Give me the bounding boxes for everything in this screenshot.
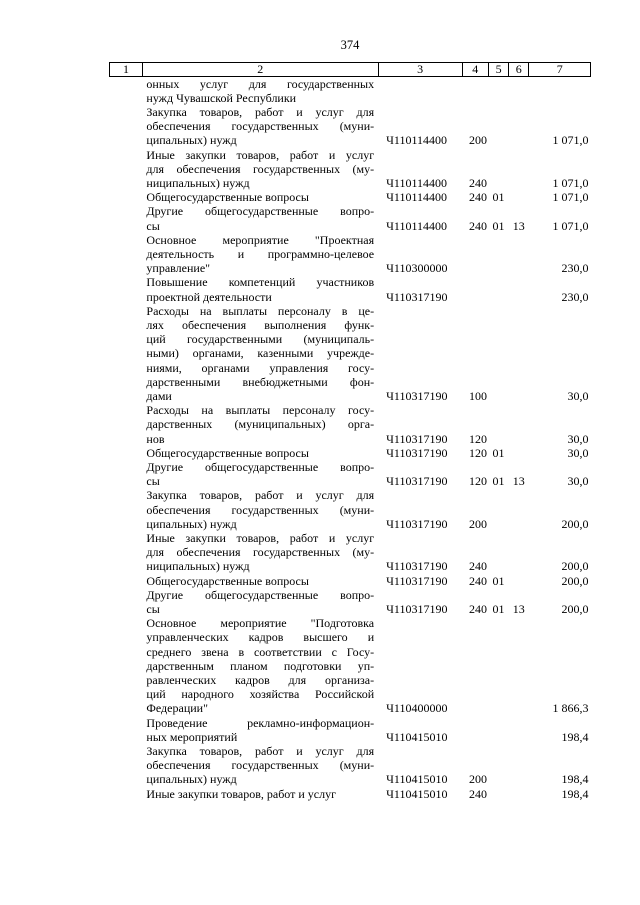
row-name-line: Закупка товаров, работ и услуг для (146, 104, 375, 119)
row-name-line: Иные закупки товаров, работ и услуг (146, 786, 337, 801)
row-section (489, 744, 509, 787)
row-section: 01 (492, 602, 505, 617)
row-amount: 230,0 (561, 289, 589, 304)
row-subsection: 13 (512, 474, 525, 489)
table-row (110, 616, 591, 715)
row-name-line: Федерации" (146, 701, 208, 716)
row-section (489, 275, 509, 303)
row-subsection (509, 531, 529, 574)
row-amount: 200,0 (561, 573, 589, 588)
row-name-line: ципальных) нужд (146, 772, 237, 787)
row-name (142, 275, 378, 303)
row-code: Ч110415010 (386, 786, 448, 801)
row-section: 01 (492, 573, 505, 588)
row-expense-type: 240 (469, 559, 487, 574)
row-expense-type (462, 275, 489, 303)
row-subsection (509, 148, 529, 191)
row-col-1 (110, 275, 143, 303)
row-section (489, 304, 509, 403)
row-amount: 200,0 (561, 602, 589, 617)
row-subsection (509, 488, 529, 531)
row-code: Ч110317190 (386, 474, 448, 489)
row-col-1 (110, 204, 143, 232)
row-name-line: обеспечения государственных (муни- (146, 758, 375, 773)
row-code: Ч110317190 (386, 602, 448, 617)
table-row (110, 105, 591, 148)
row-name-line: дарственным планом подготовки уп- (146, 658, 375, 673)
row-subsection (509, 304, 529, 403)
row-col-1 (110, 76, 143, 105)
row-name-line: Закупка товаров, работ и услуг для (146, 744, 375, 759)
row-section: 01 (492, 445, 505, 460)
row-name-line: нужд Чувашской Республики (146, 90, 297, 105)
row-expense-type: 240 (469, 218, 487, 233)
header-col-1: 1 (110, 63, 143, 77)
row-subsection (509, 574, 529, 588)
row-name-line: обеспечения государственных (муни- (146, 502, 375, 517)
table-row (110, 488, 591, 531)
row-name (142, 460, 378, 488)
row-subsection (509, 233, 529, 276)
row-expense-type: 240 (469, 175, 487, 190)
row-subsection (509, 716, 529, 744)
table-row (110, 744, 591, 787)
row-col-1 (110, 304, 143, 403)
row-code: Ч110317190 (386, 516, 448, 531)
row-name-line: Повышение компетенций участников (146, 275, 375, 290)
row-section (489, 616, 509, 715)
row-expense-type: 240 (469, 602, 487, 617)
row-subsection (509, 446, 529, 460)
row-name-line: среднего звена в соответствии с Госу- (146, 644, 375, 659)
table-row (110, 304, 591, 403)
row-code: Ч110317190 (386, 559, 448, 574)
row-name-line: онных услуг для государственных (146, 76, 375, 91)
row-amount: 30,0 (567, 388, 589, 403)
row-subsection (509, 616, 529, 715)
row-name-line: дами (146, 388, 172, 403)
row-name (142, 233, 378, 276)
header-col-7: 7 (529, 63, 591, 77)
table-row (110, 76, 591, 105)
row-name-line: ниципальных) нужд (146, 559, 250, 574)
row-name-line: обеспечения государственных (муни- (146, 119, 375, 134)
table-row (110, 233, 591, 276)
row-expense-type: 120 (469, 431, 487, 446)
row-expense-type: 240 (469, 786, 487, 801)
row-name (142, 744, 378, 787)
header-col-3: 3 (378, 63, 462, 77)
row-name-line: Закупка товаров, работ и услуг для (146, 488, 375, 503)
row-name-line: ципальных) нужд (146, 516, 237, 531)
row-name-line: нов (146, 431, 165, 446)
row-col-1 (110, 460, 143, 488)
row-name-line: Проведение рекламно-информацион- (146, 715, 375, 730)
row-name (142, 304, 378, 403)
table-row (110, 204, 591, 232)
row-name-line: Иные закупки товаров, работ и услуг (146, 531, 375, 545)
row-name (142, 76, 378, 105)
row-name (142, 204, 378, 232)
row-col-1 (110, 531, 143, 574)
row-amount: 1 071,0 (552, 218, 589, 233)
row-name-line: ниями, органами управления госу- (146, 360, 375, 375)
row-col-1 (110, 744, 143, 787)
row-subsection (509, 787, 529, 801)
row-col-1 (110, 488, 143, 531)
row-name (142, 105, 378, 148)
header-row (110, 63, 591, 77)
row-name-line: ципальных) нужд (146, 133, 237, 148)
table-row (110, 190, 591, 204)
row-code: Ч110317190 (386, 445, 448, 460)
row-name-line: Общегосударственные вопросы (146, 190, 309, 205)
row-expense-type (462, 76, 489, 105)
row-col-1 (110, 588, 143, 616)
row-section (489, 105, 509, 148)
row-expense-type: 120 (469, 474, 487, 489)
row-col-1 (110, 105, 143, 148)
table-row (110, 588, 591, 616)
row-name-line: дарственными внебюджетными фон- (146, 374, 375, 389)
row-name (142, 531, 378, 574)
row-expense-type: 200 (469, 133, 487, 148)
budget-table (109, 62, 591, 801)
row-amount: 30,0 (567, 445, 589, 460)
row-name-line: для обеспечения государственных (му- (146, 161, 375, 176)
row-expense-type: 240 (469, 573, 487, 588)
table-body (110, 76, 591, 801)
row-section (489, 488, 509, 531)
row-name-line: ниципальных) нужд (146, 175, 250, 190)
table-row (110, 787, 591, 801)
row-section (489, 787, 509, 801)
row-col-1 (110, 787, 143, 801)
row-section (489, 76, 509, 105)
row-section: 01 (492, 218, 505, 233)
row-code: Ч110317190 (386, 431, 448, 446)
row-name (142, 787, 378, 801)
row-section (489, 233, 509, 276)
row-section (489, 716, 509, 744)
row-amount: 198,4 (561, 786, 589, 801)
row-amount: 1 071,0 (552, 175, 589, 190)
row-name-line: сы (146, 602, 160, 617)
row-code: Ч110114400 (386, 175, 448, 190)
table-row (110, 275, 591, 303)
row-code: Ч110317190 (386, 573, 448, 588)
row-amount: 200,0 (561, 559, 589, 574)
row-amount: 230,0 (561, 261, 589, 276)
row-expense-type: 200 (469, 516, 487, 531)
row-code (378, 76, 462, 105)
row-name-line: сы (146, 474, 160, 489)
row-amount: 200,0 (561, 516, 589, 531)
row-expense-type: 120 (469, 445, 487, 460)
row-name-line: ных мероприятий (146, 729, 238, 744)
row-col-1 (110, 716, 143, 744)
row-subsection (509, 190, 529, 204)
row-subsection (509, 105, 529, 148)
row-code: Ч110317190 (386, 388, 448, 403)
row-name-line: управленческих кадров высшего и (146, 630, 375, 645)
row-subsection (509, 275, 529, 303)
row-name-line: дарственных (муниципальных) орга- (146, 417, 375, 432)
row-code: Ч110114400 (386, 133, 448, 148)
row-name-line: проектной деятельности (146, 289, 272, 304)
row-name (142, 588, 378, 616)
row-col-1 (110, 190, 143, 204)
page-number: 374 (340, 38, 360, 52)
row-expense-type: 240 (469, 190, 487, 205)
row-code: Ч110415010 (386, 772, 448, 787)
row-expense-type (462, 616, 489, 715)
row-name-line: Расходы на выплаты персоналу госу- (146, 403, 375, 418)
table-row (110, 716, 591, 744)
header-col-5: 5 (489, 63, 509, 77)
table-row (110, 574, 591, 588)
row-amount: 1 071,0 (552, 190, 589, 205)
row-section: 01 (492, 190, 505, 205)
table-row (110, 148, 591, 191)
row-code: Ч110317190 (386, 289, 448, 304)
row-name-line: Иные закупки товаров, работ и услуг (146, 147, 375, 162)
row-code: Ч110114400 (386, 190, 448, 205)
row-name-line: Другие общегосударственные вопро- (146, 459, 375, 474)
row-name (142, 716, 378, 744)
header-col-4: 4 (462, 63, 489, 77)
row-name-line: ными) органами, казенными учрежде- (146, 346, 375, 361)
row-col-1 (110, 233, 143, 276)
row-code: Ч110300000 (386, 261, 448, 276)
header-col-2: 2 (142, 63, 378, 77)
table-row (110, 446, 591, 460)
row-section (489, 403, 509, 446)
row-code: Ч110114400 (386, 218, 448, 233)
row-name (142, 574, 378, 588)
row-subsection (509, 76, 529, 105)
row-amount: 198,4 (561, 772, 589, 787)
row-amount (529, 76, 591, 105)
row-name (142, 190, 378, 204)
row-amount: 198,4 (561, 729, 589, 744)
row-name-line: Расходы на выплаты персоналу в це- (146, 303, 375, 318)
row-subsection: 13 (512, 218, 525, 233)
row-name (142, 488, 378, 531)
row-col-1 (110, 148, 143, 191)
row-name-line: управление" (146, 261, 211, 276)
row-col-1 (110, 403, 143, 446)
row-amount: 30,0 (567, 474, 589, 489)
row-expense-type (462, 233, 489, 276)
row-name (142, 403, 378, 446)
row-col-1 (110, 446, 143, 460)
row-col-1 (110, 574, 143, 588)
row-name (142, 446, 378, 460)
row-name-line: Другие общегосударственные вопро- (146, 587, 375, 602)
table-row (110, 460, 591, 488)
row-name (142, 616, 378, 715)
table-row (110, 403, 591, 446)
row-subsection (509, 403, 529, 446)
row-name-line: ций государственными (муниципаль- (146, 332, 375, 347)
row-expense-type: 200 (469, 772, 487, 787)
row-name-line: лях обеспечения выполнения функ- (146, 317, 375, 332)
row-name-line: для обеспечения государственных (му- (146, 545, 375, 560)
row-section (489, 148, 509, 191)
row-col-1 (110, 616, 143, 715)
row-section (489, 531, 509, 574)
row-name-line: Общегосударственные вопросы (146, 445, 309, 460)
row-name-line: сы (146, 218, 160, 233)
row-expense-type: 100 (469, 388, 487, 403)
row-subsection (509, 744, 529, 787)
row-amount: 30,0 (567, 431, 589, 446)
row-code: Ч110400000 (386, 701, 448, 716)
header-col-6: 6 (509, 63, 529, 77)
row-name-line: деятельность и программно-целевое (146, 246, 375, 261)
row-name-line: ций народного хозяйства Российской (146, 687, 375, 702)
row-expense-type (462, 716, 489, 744)
row-name-line: Основное мероприятие "Подготовка (146, 616, 375, 631)
row-name (142, 148, 378, 191)
table-header (110, 63, 591, 77)
row-amount: 1 071,0 (552, 133, 589, 148)
row-name-line: Другие общегосударственные вопро- (146, 204, 375, 219)
row-name-line: Общегосударственные вопросы (146, 573, 309, 588)
row-code: Ч110415010 (386, 729, 448, 744)
row-subsection: 13 (512, 602, 525, 617)
row-amount: 1 866,3 (552, 701, 589, 716)
row-name-line: Основное мероприятие "Проектная (146, 232, 375, 247)
row-name-line: равленческих кадров для организа- (146, 673, 375, 688)
row-section: 01 (492, 474, 505, 489)
table-row (110, 531, 591, 574)
